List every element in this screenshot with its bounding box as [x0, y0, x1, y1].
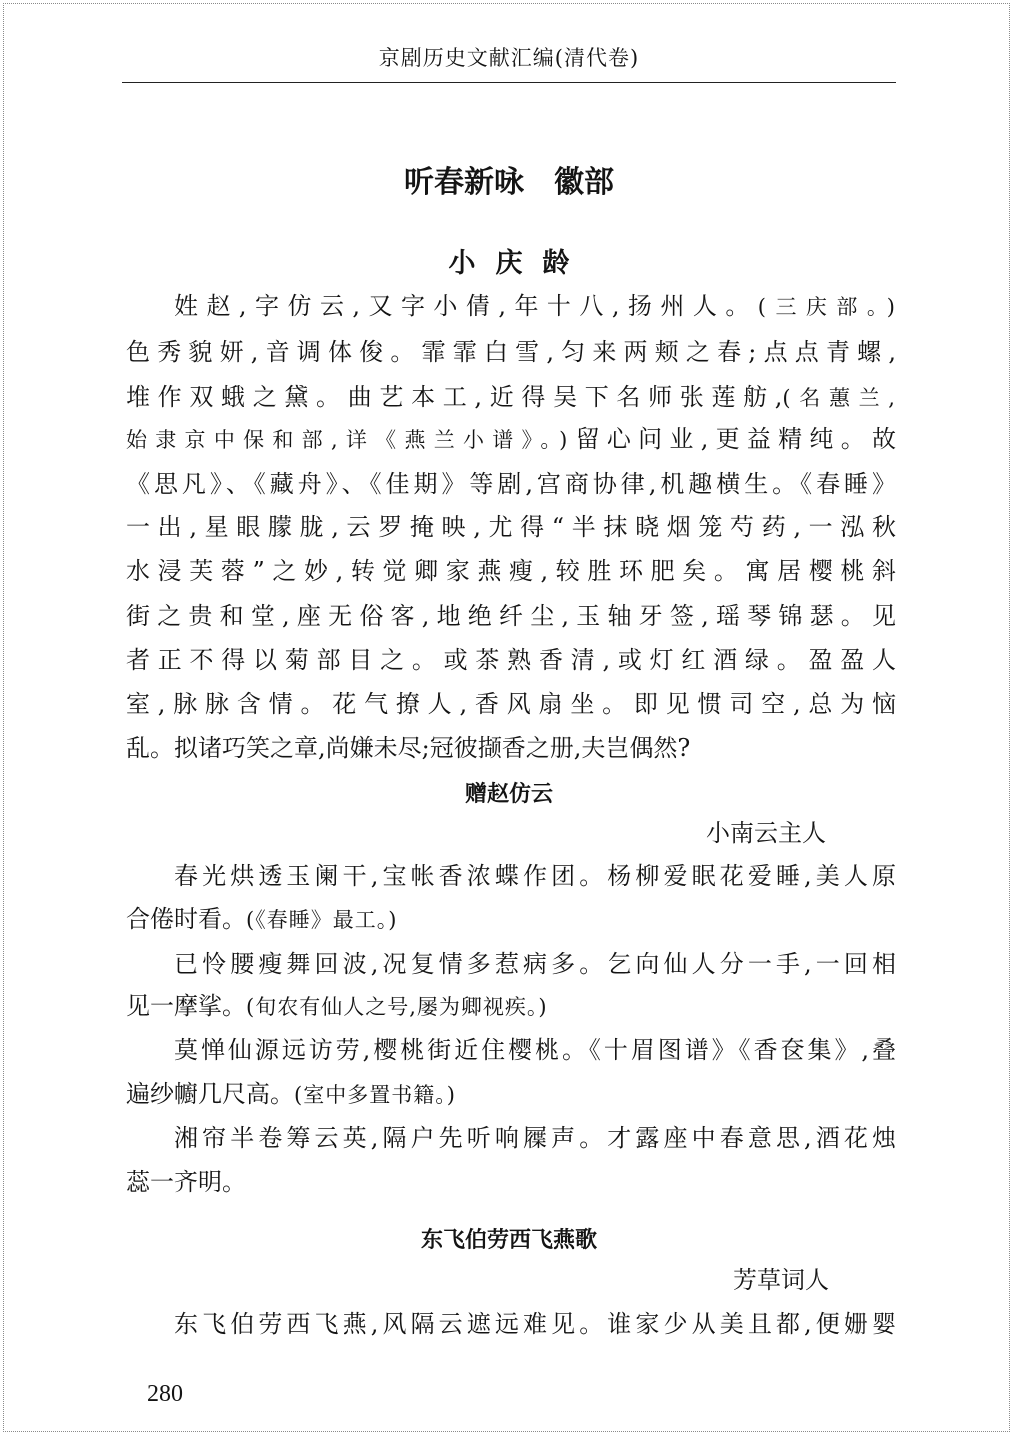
body-line: 一出,星眼朦胧,云罗掩映,尤得“半抹晓烟笼芍药,一泓秋: [126, 513, 896, 541]
header-rule: [122, 82, 896, 83]
poem-line: 蕊一齐明。: [126, 1168, 246, 1196]
body-line: 堆作双蛾之黛。曲艺本工,近得吴下名师张莲舫,(名蕙兰,: [126, 383, 896, 411]
poem-line: 已怜腰瘦舞回波,况复情多惹病多。乞向仙人分一手,一回相: [174, 950, 896, 978]
poem-author: 小南云主人: [706, 819, 826, 847]
body-line: 者正不得以菊部目之。或茶熟香清,或灯红酒绿。盈盈人: [126, 646, 896, 674]
body-line: 《思凡》、《藏舟》、《佳期》等剧,宫商协律,机趣横生。《春睡》: [126, 470, 896, 498]
entry-name: 小庆龄: [448, 248, 590, 279]
poem-line: 东飞伯劳西飞燕,风隔云遮远难见。谁家少从美且都,便姗婴: [174, 1310, 896, 1338]
body-line: 水浸芙蓉”之妙,转觉卿家燕瘦,较胜环肥矣。寓居樱桃斜: [126, 557, 896, 585]
running-head: 京剧历史文献汇编(清代卷): [378, 46, 640, 70]
poem-title: 赠赵仿云: [464, 782, 553, 807]
body-line: 乱。拟诸巧笑之章,尚嫌未尽;冠彼撷香之册,夫岂偶然?: [126, 734, 691, 762]
body-line: 姓赵,字仿云,又字小倩,年十八,扬州人。(三庆部。): [174, 292, 896, 320]
poem-line: 见一摩挲。(旬农有仙人之号,屡为卿视疾。): [126, 992, 548, 1020]
section-title: 听春新咏 徽部: [404, 165, 614, 200]
body-line: 色秀貌妍,音调体俊。霏霏白雪,匀来两颊之春;点点青螺,: [126, 338, 896, 366]
poem-line: 湘帘半卷筹云英,隔户先听响屧声。才露座中春意思,酒花烛: [174, 1124, 896, 1152]
body-line: 室,脉脉含情。花气撩人,香风扇坐。即见惯司空,总为恼: [126, 690, 896, 718]
body-line: 街之贵和堂,座无俗客,地绝纤尘,玉轴牙签,瑶琴锦瑟。见: [126, 602, 896, 630]
poem-title: 东飞伯劳西飞燕歌: [420, 1228, 597, 1253]
poem-author: 芳草词人: [733, 1266, 829, 1294]
poem-line: 合倦时看。(《春睡》最工。): [126, 905, 398, 933]
poem-line: 遍纱幮几尺高。(室中多置书籍。): [126, 1080, 456, 1108]
poem-line: 莫惮仙源远访劳,樱桃街近住樱桃。《十眉图谱》《香奁集》,叠: [174, 1036, 896, 1064]
page-number: 280: [147, 1381, 183, 1407]
body-line: 始隶京中保和部,详《燕兰小谱》。)留心问业,更益精纯。故: [126, 425, 896, 453]
poem-line: 春光烘透玉阑干,宝帐香浓蝶作团。杨柳爱眠花爱睡,美人原: [174, 862, 896, 890]
